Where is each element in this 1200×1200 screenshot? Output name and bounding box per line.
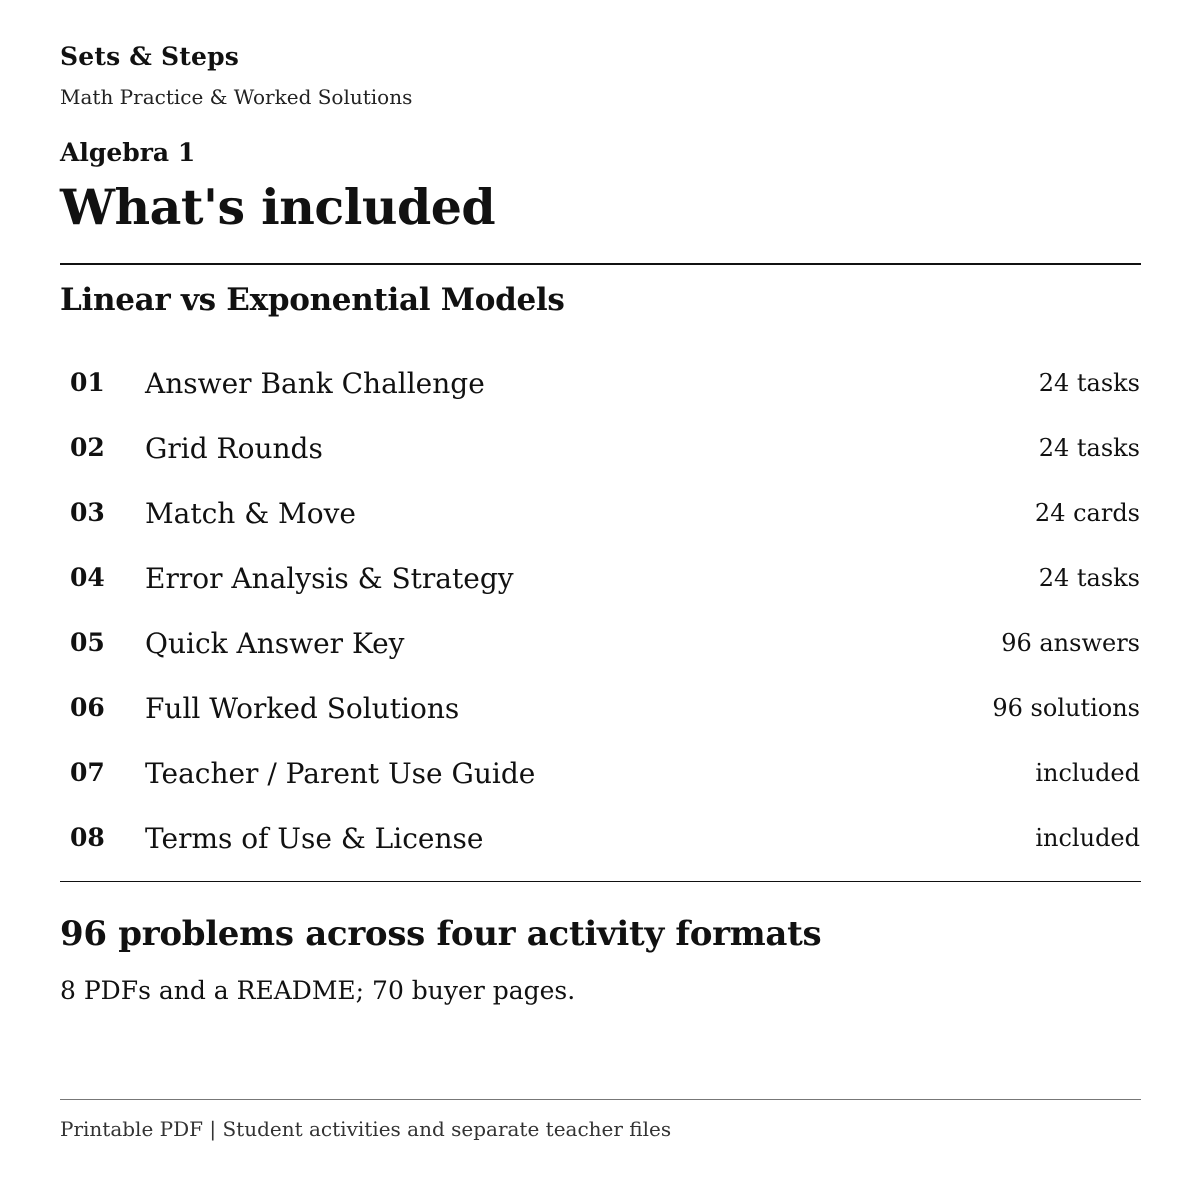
contents-item xyxy=(60,807,1141,872)
contents-divider xyxy=(60,881,1141,882)
contents-item xyxy=(60,677,1141,742)
contents-item xyxy=(60,417,1141,482)
item-number: 03 xyxy=(70,498,105,527)
contents-item xyxy=(60,352,1141,417)
item-number: 04 xyxy=(70,563,105,592)
topic-heading: Linear vs Exponential Models xyxy=(60,282,565,318)
item-label: Answer Bank Challenge xyxy=(145,367,485,400)
item-label: Error Analysis & Strategy xyxy=(145,562,514,595)
contents-item xyxy=(60,482,1141,547)
item-count: included xyxy=(1035,759,1140,787)
footer-text: Printable PDF | Student activities and separate teacher files xyxy=(60,1117,672,1141)
title-divider xyxy=(60,263,1141,265)
item-label: Full Worked Solutions xyxy=(145,692,460,725)
brand-name: Sets & Steps xyxy=(60,42,240,71)
item-count: 96 answers xyxy=(1001,629,1140,657)
item-count: 24 tasks xyxy=(1038,564,1140,592)
summary-headline: 96 problems across four activity formats xyxy=(60,914,822,954)
course-name: Algebra 1 xyxy=(60,138,196,167)
item-count: 24 cards xyxy=(1034,499,1140,527)
item-number: 01 xyxy=(70,368,105,397)
document-page xyxy=(60,0,1141,1200)
page-title: What's included xyxy=(60,178,496,236)
item-number: 06 xyxy=(70,693,105,722)
brand-tagline: Math Practice & Worked Solutions xyxy=(60,85,413,109)
item-number: 08 xyxy=(70,823,105,852)
item-label: Teacher / Parent Use Guide xyxy=(145,757,536,790)
item-count: 24 tasks xyxy=(1038,434,1140,462)
contents-list xyxy=(60,352,1141,872)
item-label: Grid Rounds xyxy=(145,432,323,465)
summary-detail: 8 PDFs and a README; 70 buyer pages. xyxy=(60,976,576,1005)
item-number: 05 xyxy=(70,628,105,657)
item-label: Match & Move xyxy=(145,497,356,530)
contents-item xyxy=(60,612,1141,677)
item-count: 96 solutions xyxy=(992,694,1140,722)
contents-item xyxy=(60,547,1141,612)
item-label: Terms of Use & License xyxy=(145,822,484,855)
item-count: included xyxy=(1035,824,1140,852)
contents-item xyxy=(60,742,1141,807)
item-number: 07 xyxy=(70,758,105,787)
item-count: 24 tasks xyxy=(1038,369,1140,397)
item-number: 02 xyxy=(70,433,105,462)
item-label: Quick Answer Key xyxy=(145,627,405,660)
footer-divider xyxy=(60,1099,1141,1100)
